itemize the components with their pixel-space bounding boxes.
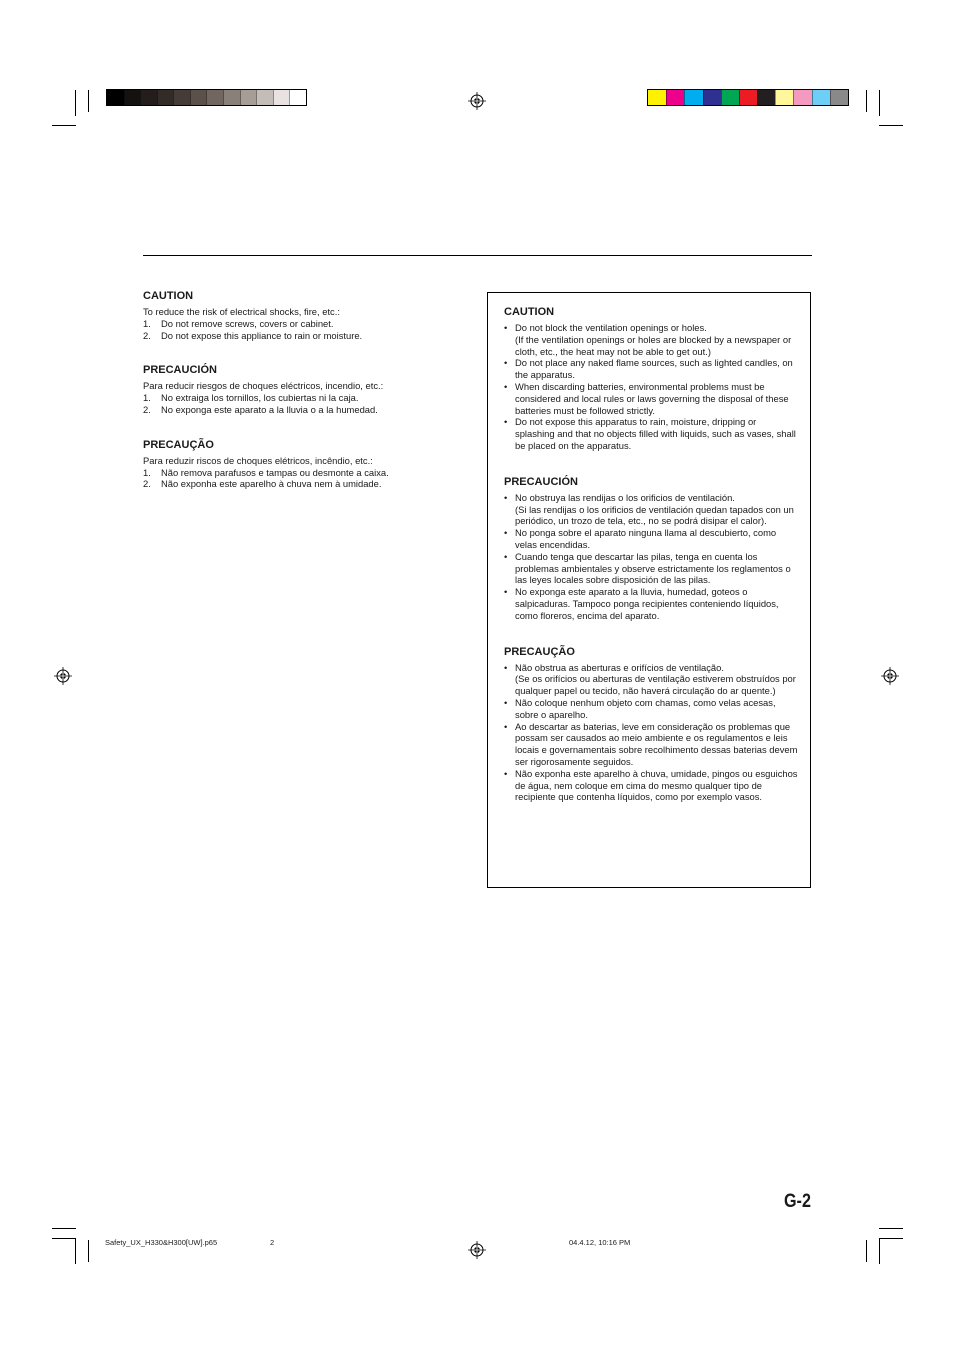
page-number: G-2 [784,1191,811,1212]
list-item: • Cuando tenga que descartar las pilas, tenga en cuenta los problemas ambientales y observe estrictamente los reglamentos o las leyes locales sobre disposición de las pilas. [504,550,791,586]
registration-mark-icon [54,667,72,685]
list-item: 1. No extraiga los tornillos, los cubiertas ni la caja. [143,392,359,404]
color-swatch [739,90,757,105]
color-swatch [240,90,257,105]
caution-section-es [143,364,463,415]
bullet-list [504,662,798,804]
color-swatch [648,90,666,105]
list-item: 1. Do not remove screws, covers or cabinet. [143,317,334,329]
color-swatch [157,90,174,105]
footer-date: 04.4.12, 10:16 PM [569,1238,631,1247]
crop-mark [866,90,867,112]
color-swatch [206,90,223,105]
list-item-note: (Si las rendijas o los orificios de ventilación quedan tapados con un periódico, un trozo de tela, etc., no se podrá disipar el calor). [515,503,794,527]
section-title: PRECAUCIÓN [143,364,217,377]
crop-mark [879,1238,880,1264]
caution-section-pt [143,439,463,490]
crop-mark [88,1240,89,1262]
numbered-list [143,392,463,416]
numbered-list [143,318,463,342]
color-swatch [684,90,702,105]
section-title: CAUTION [504,306,555,318]
section-intro: Para reduzir riscos de choques elétricos, incêndio, etc.: [143,454,373,466]
caution-section-en [143,290,463,341]
list-item: • Do not place any naked flame sources, such as lighted candles, on the apparatus. [504,357,793,381]
box-caution-en [504,306,798,452]
section-intro: Para reducir riesgos de choques eléctricos, incendio, etc.: [143,380,384,392]
crop-mark [879,125,903,126]
crop-mark [52,1238,76,1239]
bullet-list [504,322,798,452]
footer-page: 2 [270,1238,275,1247]
color-swatch [812,90,830,105]
registration-mark-icon [468,1241,486,1259]
color-swatch [107,90,124,105]
list-item: • Do not expose this apparatus to rain, moisture, dripping or splashing and that no objects filled with liquids, such as vases, shall be placed on the apparatus. [504,416,796,451]
list-item: • No obstruya las rendijas o los orificios de ventilación. [504,491,735,503]
crop-mark [88,90,89,112]
list-item-note: (Se os orifícios ou aberturas de ventilação estiverem obstruídos por qualquer papel ou tecido, não haverá circulação do ar quente.) [515,673,796,697]
bullet-list [504,492,798,622]
list-item: 2. No exponga este aparato a la lluvia o a la humedad. [143,403,378,415]
crop-mark [75,1238,76,1264]
color-swatch [666,90,684,105]
crop-mark [75,90,76,116]
process-color-bar [647,89,849,106]
left-column [143,290,463,513]
box-caution-es [504,476,798,622]
registration-mark-icon [468,92,486,110]
color-swatch [289,90,306,105]
color-swatch [793,90,811,105]
list-item: • No ponga sobre el aparato ninguna llama al descubierto, como velas encendidas. [504,527,777,550]
list-item: • Não obstrua as aberturas e orifícios de ventilação. [504,661,724,673]
color-swatch [223,90,240,105]
color-swatch [256,90,273,105]
list-item: • Do not block the ventilation openings or holes. [504,322,707,333]
crop-mark [52,1228,76,1229]
color-swatch [775,90,793,105]
footer-filename: Safety_UX_H330&H300[UW].p65 [105,1238,218,1247]
header-rule [143,255,812,256]
color-swatch [830,90,848,105]
color-swatch [703,90,721,105]
color-swatch [124,90,141,105]
color-swatch [273,90,290,105]
list-item: 2. Do not expose this appliance to rain or moisture. [143,329,363,341]
crop-mark [879,1228,903,1229]
color-swatch [190,90,207,105]
section-intro: To reduce the risk of electrical shocks, fire, etc.: [143,306,340,317]
section-title: PRECAUÇÃO [143,438,214,451]
list-item: 1. Não remova parafusos e tampas ou desmonte a caixa. [143,466,389,478]
list-item: 2. Não exponha este aparelho à chuva nem à umidade. [143,478,382,490]
section-title: PRECAUCIÓN [504,475,578,488]
list-item: • When discarding batteries, environmental problems must be considered and local rules or laws governing the disposal of these batteries must be followed strictly. [504,380,789,416]
section-title: PRECAUÇÃO [504,645,575,658]
warning-box [487,292,811,888]
list-item: • Ao descartar as baterias, leve em consideração os problemas que possam ser causados ao meio ambiente e os regulamentos e leis locais e governamentais sobre recolhimento dessas baterias devem ser rigorosamente seguidos. [504,720,798,767]
color-swatch [140,90,157,105]
color-swatch [757,90,775,105]
list-item-note: (If the ventilation openings or holes are blocked by a newspaper or cloth, etc., the heat may not be able to get out.) [515,333,792,357]
registration-mark-icon [881,667,899,685]
list-item: • No exponga este aparato a la lluvia, humedad, goteos o salpicaduras. Tampoco ponga recipientes conteniendo líquidos, como floreros, encima del aparato. [504,586,779,621]
crop-mark [866,1240,867,1262]
crop-mark [879,90,880,116]
numbered-list [143,467,463,491]
color-swatch [721,90,739,105]
box-caution-pt [504,646,798,804]
grayscale-color-bar [106,89,307,106]
list-item: • Não coloque nenhum objeto com chamas, como velas acesas, sobre o aparelho. [504,696,776,720]
list-item: • Não exponha este aparelho à chuva, umidade, pingos ou esguichos de água, nem coloque em cima do mesmo qualquer tipo de recipiente que contenha líquidos, como por exemplo vasos. [504,767,798,803]
crop-mark [52,125,76,126]
color-swatch [173,90,190,105]
crop-mark [879,1238,903,1239]
section-title: CAUTION [143,290,194,302]
